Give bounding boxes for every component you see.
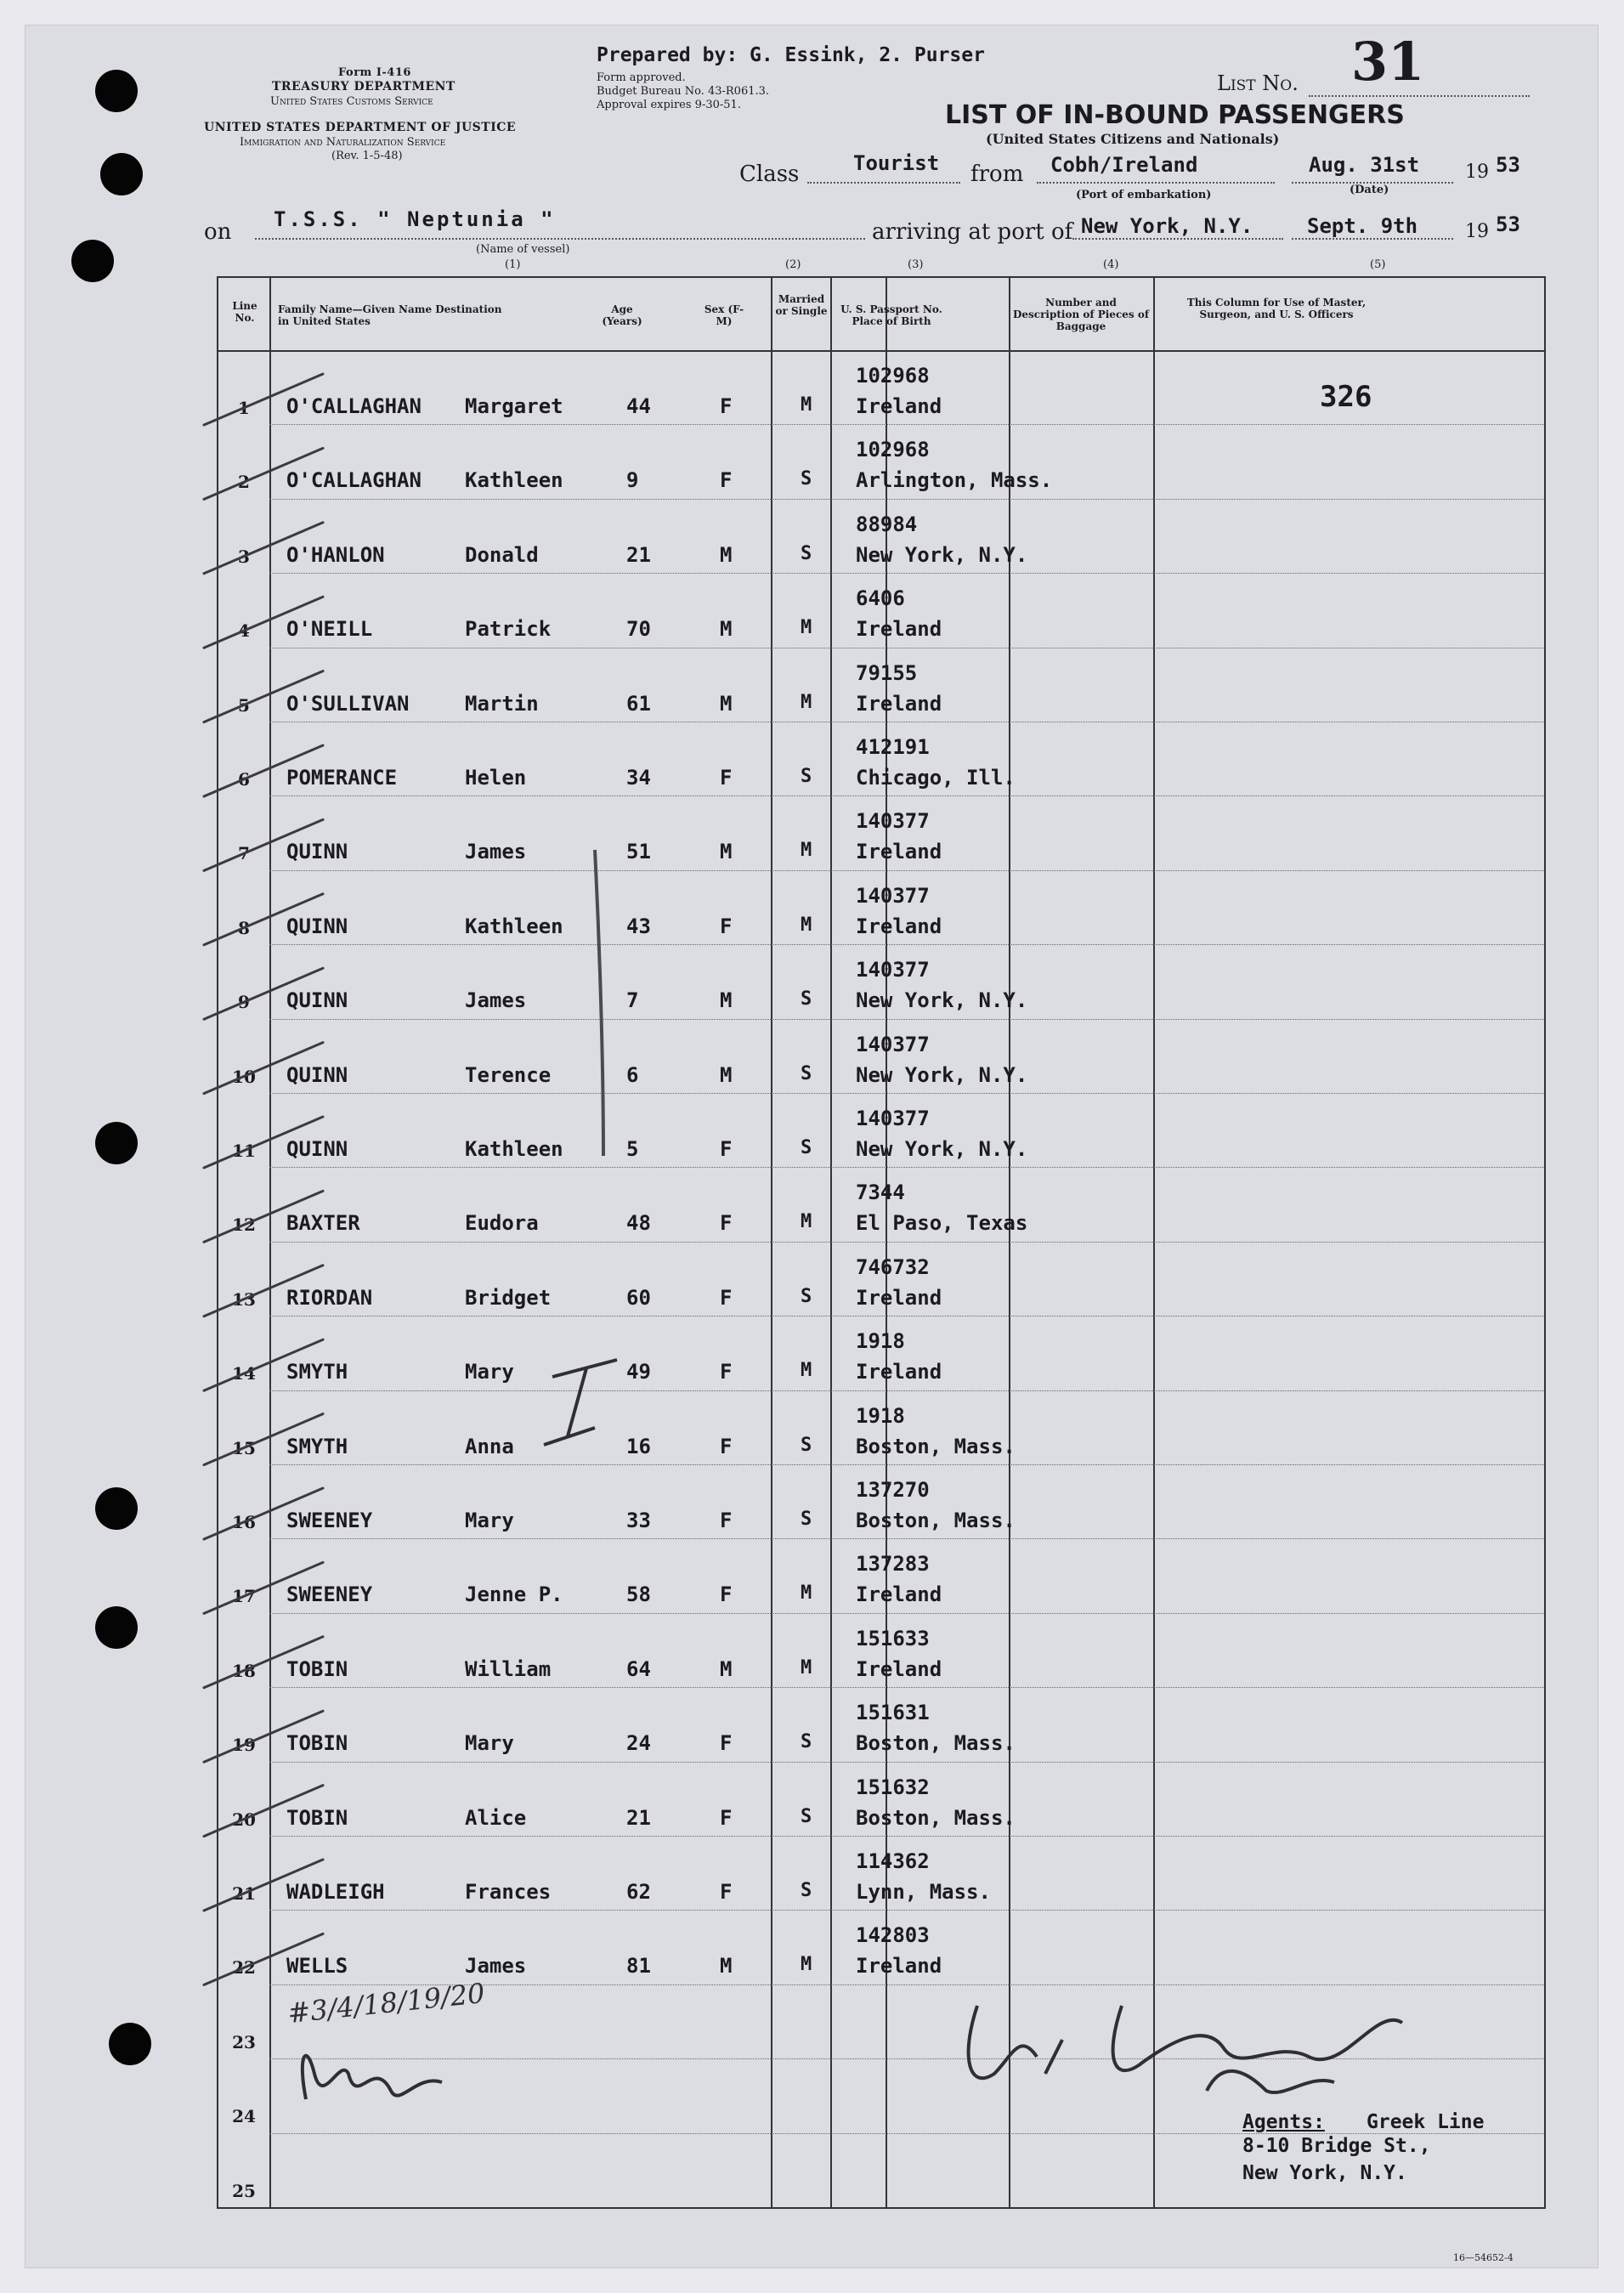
family-name: RIORDAN: [286, 1285, 373, 1310]
place-of-birth: El Paso, Texas: [856, 1211, 1028, 1236]
given-name: Terence: [465, 1062, 552, 1087]
family-name: O'CALLAGHAN: [286, 394, 422, 418]
list-no: 31: [1351, 31, 1425, 93]
family-name: QUINN: [286, 1062, 348, 1087]
year-value: 53: [1496, 153, 1520, 177]
form-approved: Form approved.: [597, 71, 686, 84]
marital-status: M: [801, 1360, 812, 1382]
justice-dept: UNITED STATES DEPARTMENT OF JUSTICE: [204, 121, 517, 134]
approval-expires: Approval expires 9-30-51.: [597, 99, 741, 111]
sex: F: [720, 1582, 733, 1607]
place-of-birth: Ireland: [856, 840, 942, 864]
vessel-name: T.S.S. " Neptunia ": [274, 207, 556, 231]
marital-status: M: [801, 840, 812, 862]
passport-number: 102968: [856, 364, 930, 388]
place-of-birth: Ireland: [856, 394, 942, 418]
sex: F: [720, 766, 733, 790]
arrival-date: Sept. 9th: [1307, 214, 1418, 238]
given-name: Donald: [465, 542, 539, 567]
passport-number: 1918: [856, 1403, 905, 1428]
age: 34: [626, 766, 651, 790]
col-divider: [269, 278, 271, 2207]
age: 48: [626, 1211, 651, 1236]
col-divider: [771, 278, 772, 2207]
row-divider: [269, 2133, 1544, 2134]
marital-status: S: [801, 468, 812, 490]
marital-status: M: [801, 1211, 812, 1233]
header-divider: [218, 350, 1544, 352]
sex: M: [720, 840, 733, 864]
family-name: SWEENEY: [286, 1509, 373, 1532]
line-number: 21: [232, 1883, 256, 1904]
age: 33: [626, 1509, 651, 1532]
passport-number: 140377: [856, 809, 930, 834]
age: 58: [626, 1582, 651, 1607]
given-name: Anna: [465, 1434, 514, 1458]
arrival-port: New York, N.Y.: [1081, 214, 1253, 238]
class-rule: [807, 182, 960, 184]
age: 43: [626, 914, 651, 938]
row-divider: [269, 1093, 1544, 1094]
line-number: 9: [238, 992, 250, 1013]
class-value: Tourist: [853, 151, 940, 175]
passport-number: 114362: [856, 1849, 930, 1873]
row-divider: [269, 1464, 1544, 1465]
vessel-caption: (Name of vessel): [476, 243, 570, 256]
row-divider: [269, 424, 1544, 425]
col-divider: [1153, 278, 1155, 2207]
place-of-birth: Lynn, Mass.: [856, 1880, 991, 1904]
sex: F: [720, 1137, 733, 1161]
row-divider: [269, 573, 1544, 574]
given-name: Mary: [465, 1509, 514, 1532]
line-number: 8: [238, 917, 250, 938]
passport-number: 412191: [856, 735, 930, 759]
age: 21: [626, 542, 651, 567]
place-of-birth: Chicago, Ill.: [856, 766, 1016, 790]
age: 64: [626, 1656, 651, 1681]
given-name: Kathleen: [465, 1137, 563, 1161]
arrival-date-rule: [1292, 238, 1453, 240]
sex: M: [720, 1656, 733, 1681]
given-name: Jenne P.: [465, 1582, 563, 1607]
line-number: 17: [232, 1586, 256, 1607]
port-caption: (Port of embarkation): [1076, 189, 1212, 201]
col-number: (2): [785, 258, 801, 271]
form-number: Form I-416: [338, 66, 411, 79]
line-number: 7: [238, 843, 250, 864]
agents-address-2: New York, N.Y.: [1242, 2162, 1407, 2184]
marital-status: S: [801, 1062, 812, 1084]
line-number: 13: [232, 1288, 256, 1310]
given-name: Bridget: [465, 1285, 552, 1310]
row-divider: [269, 1910, 1544, 1911]
sex: M: [720, 542, 733, 567]
place-of-birth: Boston, Mass.: [856, 1805, 1016, 1830]
header-officers: This Column for Use of Master, Surgeon, and U. S. Officers: [1186, 297, 1367, 320]
line-number: 20: [232, 1809, 256, 1830]
passport-number: 142803: [856, 1923, 930, 1948]
sex: F: [720, 1434, 733, 1458]
passport-number: 137270: [856, 1478, 930, 1502]
line-number: 3: [238, 546, 250, 567]
vessel-rule: [255, 238, 865, 240]
passport-number: 79155: [856, 660, 918, 685]
age: 49: [626, 1360, 651, 1384]
row-divider: [269, 1613, 1544, 1614]
age: 62: [626, 1880, 651, 1904]
punch-hole: [95, 1487, 138, 1530]
family-name: TOBIN: [286, 1656, 348, 1681]
customs-service: United States Customs Service: [270, 95, 433, 108]
family-name: O'SULLIVAN: [286, 691, 410, 716]
marital-status: S: [801, 542, 812, 564]
marital-status: S: [801, 1509, 812, 1530]
place-of-birth: Arlington, Mass.: [856, 468, 1053, 493]
passport-number: 140377: [856, 958, 930, 982]
col-number: (4): [1103, 258, 1119, 271]
sex: F: [720, 1509, 733, 1532]
passport-number: 151631: [856, 1701, 930, 1725]
agents-address-1: 8-10 Bridge St.,: [1242, 2135, 1431, 2157]
given-name: James: [465, 1954, 527, 1979]
on-label: on: [204, 219, 232, 245]
place-of-birth: Ireland: [856, 1582, 942, 1607]
given-name: Helen: [465, 766, 527, 790]
passport-number: 6406: [856, 586, 905, 611]
line-number: 14: [232, 1363, 256, 1384]
place-of-birth: Ireland: [856, 1285, 942, 1310]
marital-status: S: [801, 766, 812, 787]
passport-number: 137283: [856, 1552, 930, 1577]
list-no-rule: [1309, 95, 1530, 97]
line-number: 25: [232, 2180, 256, 2201]
marital-status: M: [801, 617, 812, 639]
marital-status: S: [801, 1137, 812, 1158]
sex: M: [720, 617, 733, 642]
officer-note: 326: [1320, 380, 1372, 414]
age: 5: [626, 1137, 639, 1161]
line-number: 24: [232, 2106, 256, 2127]
sex: F: [720, 1805, 733, 1830]
arrival-port-rule: [1072, 238, 1283, 240]
given-name: Alice: [465, 1805, 527, 1830]
given-name: William: [465, 1656, 552, 1681]
treasury-dept: TREASURY DEPARTMENT: [272, 80, 456, 93]
from-label: from: [970, 161, 1024, 187]
row-divider: [269, 1167, 1544, 1168]
sex: F: [720, 914, 733, 938]
given-name: Kathleen: [465, 914, 563, 938]
col-divider: [1009, 278, 1010, 2207]
family-name: QUINN: [286, 988, 348, 1013]
footer-code: 16—54652-4: [1453, 2252, 1514, 2263]
header-married: Married or Single: [775, 293, 828, 317]
marital-status: S: [801, 1805, 812, 1827]
given-name: James: [465, 988, 527, 1013]
passport-number: 102968: [856, 438, 930, 462]
line-number: 4: [238, 620, 250, 642]
header-age: Age (Years): [602, 303, 642, 327]
marital-status: M: [801, 1954, 812, 1976]
marital-status: S: [801, 1434, 812, 1456]
line-number: 10: [232, 1066, 256, 1087]
line-number: 2: [238, 472, 250, 493]
age: 6: [626, 1062, 639, 1087]
row-divider: [269, 1538, 1544, 1539]
col-number: (3): [908, 258, 924, 271]
age: 70: [626, 617, 651, 642]
sex: M: [720, 988, 733, 1013]
given-name: Margaret: [465, 394, 563, 418]
passport-number: 1918: [856, 1329, 905, 1354]
line-number: 1: [238, 398, 250, 418]
given-name: Patrick: [465, 617, 552, 642]
marital-status: S: [801, 1880, 812, 1901]
marital-status: M: [801, 1656, 812, 1679]
place-of-birth: Boston, Mass.: [856, 1434, 1016, 1458]
family-name: POMERANCE: [286, 766, 398, 790]
passport-number: 140377: [856, 1032, 930, 1056]
line-number: 6: [238, 769, 250, 790]
header-line-no: Line No.: [232, 300, 257, 324]
family-name: QUINN: [286, 914, 348, 938]
passport-number: 7344: [856, 1180, 905, 1205]
row-divider: [269, 1762, 1544, 1763]
sex: F: [720, 468, 733, 493]
punch-hole: [95, 1606, 138, 1649]
given-name: Martin: [465, 691, 539, 716]
punch-hole: [95, 70, 138, 112]
marital-status: M: [801, 1582, 812, 1605]
pencil-line-numbers: #3/4/18/19/20: [286, 1976, 487, 2030]
arrival-year-prefix: 19: [1465, 221, 1489, 242]
place-of-birth: New York, N.Y.: [856, 1137, 1028, 1161]
sex: M: [720, 1954, 733, 1979]
line-number: 5: [238, 694, 250, 716]
place-of-birth: Ireland: [856, 1656, 942, 1681]
place-of-birth: Ireland: [856, 1954, 942, 1979]
family-name: QUINN: [286, 1137, 348, 1161]
family-name: SWEENEY: [286, 1582, 373, 1607]
family-name: O'HANLON: [286, 542, 385, 567]
list-no-label: List No.: [1217, 71, 1299, 95]
given-name: Mary: [465, 1360, 514, 1384]
family-name: WELLS: [286, 1954, 348, 1979]
passport-number: 746732: [856, 1254, 930, 1279]
family-name: TOBIN: [286, 1731, 348, 1756]
sex: F: [720, 1211, 733, 1236]
age: 21: [626, 1805, 651, 1830]
marital-status: S: [801, 988, 812, 1011]
sex: F: [720, 1360, 733, 1384]
row-divider: [269, 1390, 1544, 1391]
line-number: 19: [232, 1735, 256, 1756]
budget-bureau: Budget Bureau No. 43-R061.3.: [597, 85, 770, 98]
given-name: Mary: [465, 1731, 514, 1756]
sex: F: [720, 1731, 733, 1756]
line-number: 22: [232, 1957, 256, 1979]
age: 9: [626, 468, 639, 493]
line-number: 11: [232, 1141, 256, 1161]
age: 16: [626, 1434, 651, 1458]
age: 24: [626, 1731, 651, 1756]
arrival-year: 53: [1496, 212, 1520, 236]
marital-status: M: [801, 394, 812, 416]
agents-label: Agents:: [1242, 2111, 1325, 2133]
row-divider: [269, 795, 1544, 796]
family-name: SMYTH: [286, 1360, 348, 1384]
date-caption: (Date): [1350, 184, 1389, 196]
age: 61: [626, 691, 651, 716]
punch-hole: [71, 240, 114, 282]
sex: F: [720, 1285, 733, 1310]
row-divider: [269, 1687, 1544, 1688]
class-label: Class: [739, 161, 800, 187]
col-divider: [830, 278, 832, 2207]
passport-number: 88984: [856, 512, 918, 536]
marital-status: S: [801, 1731, 812, 1753]
header-baggage: Number and Description of Pieces of Baggage: [1013, 297, 1149, 332]
line-number: 12: [232, 1214, 256, 1236]
given-name: Kathleen: [465, 468, 563, 493]
marital-status: M: [801, 691, 812, 713]
given-name: Eudora: [465, 1211, 539, 1236]
row-divider: [269, 870, 1544, 871]
row-divider: [269, 1019, 1544, 1020]
sex: M: [720, 691, 733, 716]
row-divider: [269, 2058, 1544, 2059]
family-name: O'NEILL: [286, 617, 373, 642]
marital-status: M: [801, 914, 812, 936]
manifest-subtitle: (United States Citizens and Nationals): [986, 131, 1280, 147]
agents-name: Greek Line: [1367, 2111, 1485, 2133]
place-of-birth: New York, N.Y.: [856, 988, 1028, 1013]
sex: F: [720, 394, 733, 418]
place-of-birth: New York, N.Y.: [856, 1062, 1028, 1087]
age: 81: [626, 1954, 651, 1979]
place-of-birth: New York, N.Y.: [856, 542, 1028, 567]
header-passport: U. S. Passport No. Place of Birth: [840, 303, 942, 327]
departure-date: Aug. 31st: [1309, 153, 1420, 177]
manifest-title: LIST OF IN-BOUND PASSENGERS: [945, 100, 1405, 130]
place-of-birth: Ireland: [856, 691, 942, 716]
line-number: 15: [232, 1437, 256, 1458]
given-name: James: [465, 840, 527, 864]
revision-date: (Rev. 1-5-48): [331, 150, 403, 162]
family-name: SMYTH: [286, 1434, 348, 1458]
line-number: 16: [232, 1512, 256, 1532]
place-of-birth: Ireland: [856, 914, 942, 938]
family-name: BAXTER: [286, 1211, 360, 1236]
family-name: TOBIN: [286, 1805, 348, 1830]
row-divider: [269, 1242, 1544, 1243]
age: 60: [626, 1285, 651, 1310]
col-number: (5): [1370, 258, 1386, 271]
age: 7: [626, 988, 639, 1013]
passport-number: 151632: [856, 1775, 930, 1799]
sex: F: [720, 1880, 733, 1904]
punch-hole: [109, 2023, 151, 2065]
from-rule: [1037, 182, 1275, 184]
col-divider: [886, 278, 887, 2207]
row-divider: [269, 499, 1544, 500]
ins-service: Immigration and Naturalization Service: [240, 136, 446, 149]
place-of-birth: Ireland: [856, 1360, 942, 1384]
year-prefix: 19: [1465, 161, 1489, 183]
line-number: 18: [232, 1660, 256, 1681]
age: 51: [626, 840, 651, 864]
header-name: Family Name—Given Name Destination in United States: [278, 303, 502, 327]
sex: M: [720, 1062, 733, 1087]
prepared-by: Prepared by: G. Essink, 2. Purser: [597, 44, 985, 66]
place-of-birth: Ireland: [856, 617, 942, 642]
col-number: (1): [505, 258, 521, 271]
place-of-birth: Boston, Mass.: [856, 1731, 1016, 1756]
punch-hole: [100, 153, 143, 195]
family-name: QUINN: [286, 840, 348, 864]
punch-hole: [95, 1122, 138, 1164]
passport-number: 151633: [856, 1626, 930, 1650]
header-sex: Sex (F-M): [704, 303, 744, 327]
arriving-label: arriving at port of: [872, 219, 1073, 245]
passport-number: 140377: [856, 883, 930, 908]
marital-status: S: [801, 1285, 812, 1307]
passport-number: 140377: [856, 1107, 930, 1130]
age: 44: [626, 394, 651, 418]
place-of-birth: Boston, Mass.: [856, 1509, 1016, 1532]
given-name: Frances: [465, 1880, 552, 1904]
family-name: WADLEIGH: [286, 1880, 385, 1904]
embark-port: Cobh/Ireland: [1050, 153, 1198, 177]
row-divider: [269, 944, 1544, 945]
passenger-table: [217, 276, 1546, 2209]
line-number: 23: [232, 2031, 256, 2052]
row-divider: [269, 1836, 1544, 1837]
family-name: O'CALLAGHAN: [286, 468, 422, 493]
